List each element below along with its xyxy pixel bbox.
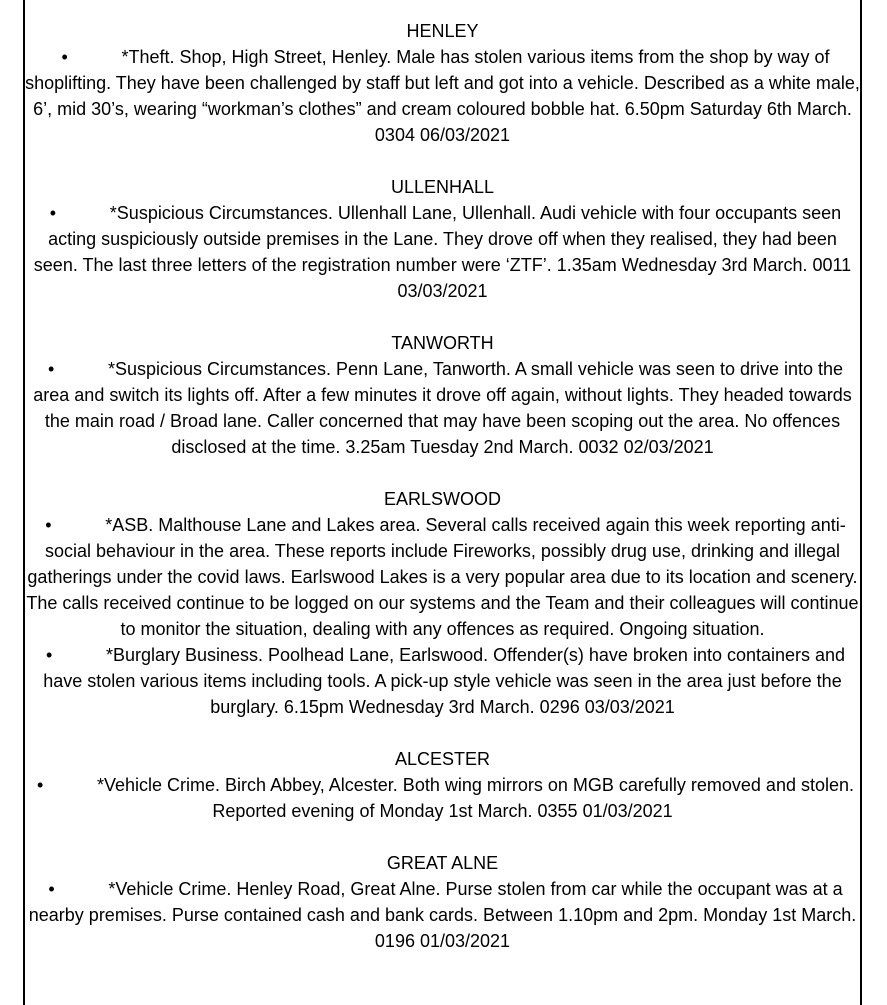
bullet-icon: • [49,203,57,223]
incident-item [25,876,860,954]
incident-text: *Theft. Shop, High Street, Henley. Male has stolen various items from the shop by way of shoplifting. They have been challenged by staff but left and got into a vehicle. Described as a white male, 6’, mid 30’s, wearing “workman’s clothes” and cream coloured bobble hat. 6.50pm Saturday 6th March. 0304 06/03/2021 [25,47,860,145]
incident-text: *ASB. Malthouse Lane and Lakes area. Several calls received again this week reporting anti-social behaviour in the area. These reports include Fireworks, possibly drug use, drinking and illegal gatherings under the covid laws. Earlswood Lakes is a very popular area due to its location and scenery. The calls received continue to be logged on our systems and the Team and their colleagues will continue to monitor the situation, dealing with any offences as required. Ongoing situation. [26,515,859,639]
crime-report-document [25,18,860,980]
incident-item [25,772,860,824]
bullet-icon: • [37,775,44,795]
incident-item [25,44,860,148]
bullet-icon: • [47,359,55,379]
incident-item [25,356,860,460]
incident-item [25,642,860,720]
section-heading: ALCESTER [394,749,491,769]
incident-item [25,200,860,304]
section-earlswood [25,486,860,720]
section-ullenhall [25,174,860,304]
bullet-icon: • [45,645,53,665]
section-great-alne [25,850,860,954]
incident-text: *Suspicious Circumstances. Penn Lane, Tanworth. A small vehicle was seen to drive into the area and switch its lights off. After a few minutes it drove off again, without lights. They headed towards the main road / Broad lane. Caller concerned that may have been scoping out the area. No offences disclosed at the time. 3.25am Tuesday 2nd March. 0032 02/03/2021 [33,359,852,457]
bullet-icon: • [45,515,52,535]
section-alcester [25,746,860,824]
incident-text: *Vehicle Crime. Henley Road, Great Alne. Purse stolen from car while the occupant was at a nearby premises. Purse contained cash and bank cards. Between 1.10pm and 2pm. Monday 1st March. 0196 01/03/2021 [28,879,857,951]
section-heading: ULLENHALL [390,177,495,197]
section-heading: GREAT ALNE [386,853,499,873]
incident-text: *Vehicle Crime. Birch Abbey, Alcester. Both wing mirrors on MGB carefully removed and stolen. Reported evening of Monday 1st March. 0355 01/03/2021 [97,775,854,821]
bullet-icon: • [61,47,68,67]
section-heading: EARLSWOOD [383,489,502,509]
incident-text: *Burglary Business. Poolhead Lane, Earlswood. Offender(s) have broken into containers and have stolen various items including tools. A pick-up style vehicle was seen in the area just before the burglary. 6.15pm Wednesday 3rd March. 0296 03/03/2021 [43,645,846,717]
bullet-icon: • [48,879,55,899]
section-henley [25,18,860,148]
section-tanworth [25,330,860,460]
incident-item [25,512,860,642]
section-heading: HENLEY [406,21,479,41]
incident-text: *Suspicious Circumstances. Ullenhall Lane, Ullenhall. Audi vehicle with four occupants seen acting suspiciously outside premises in the Lane. They drove off when they realised, they had been seen. The last three letters of the registration number were ‘ZTF’. 1.35am Wednesday 3rd March. 0011 03/03/2021 [33,203,852,301]
section-heading: TANWORTH [391,333,494,353]
